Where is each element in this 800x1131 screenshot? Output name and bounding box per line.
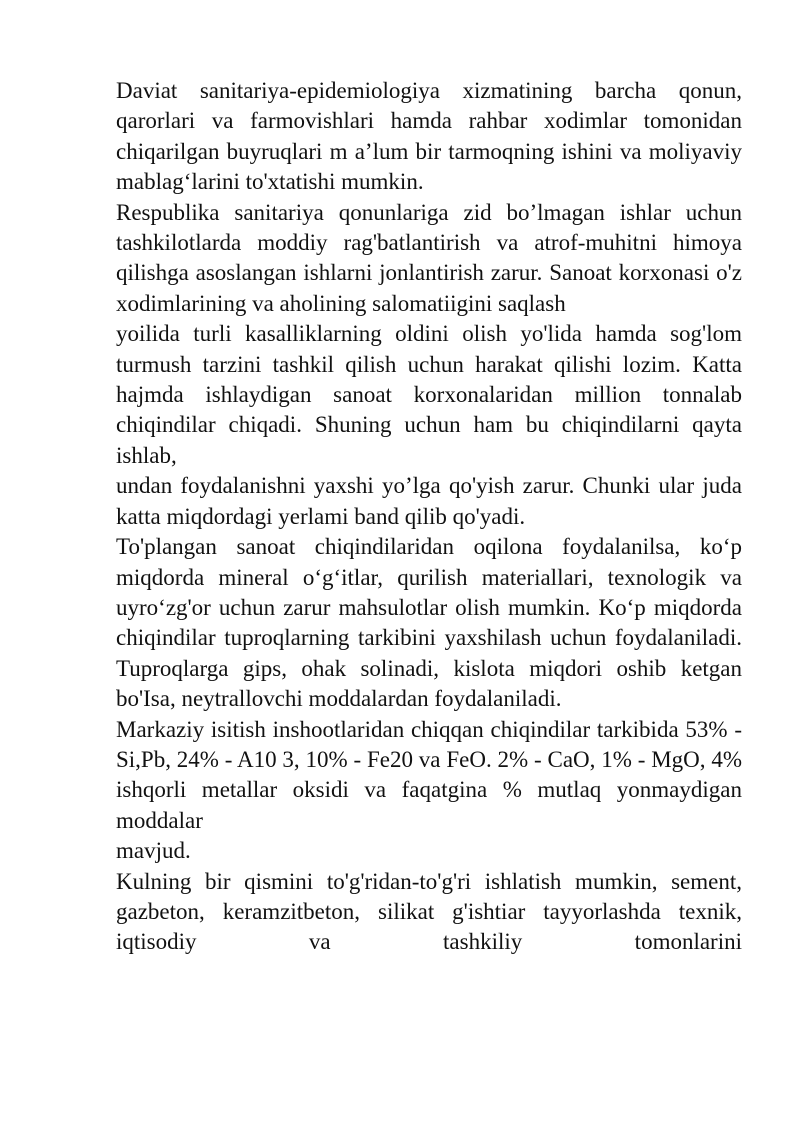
paragraph-1: Daviat sanitariya-epidemiologiya xizmatining barcha qonun, qarorlari va farmovishlari hamda rahbar xodimlar tomonidan chiqarilgan buyruqlari m a’lum bir tarmoqning ishini va moliyaviy mablag‘larini to'xtatishi mumkin. [116, 78, 742, 195]
document-page [116, 76, 742, 958]
paragraph-3: yoilida turli kasalliklarning oldini olish yo'lida hamda sog'lom turmush tarzini tashkil qilish uchun harakat qilishi lozim. Katta hajmda ishlaydigan sanoat korxonalaridan million tonnalab chiqindilar chiqadi. Shuning uchun ham bu chiqindilarni qayta ishlab, [116, 321, 742, 468]
paragraph-5: To'plangan sanoat chiqindilaridan oqilona foydalanilsa, ko‘p miqdorda mineral o‘g‘itlar, qurilish materiallari, texnologik va uyro‘zg'or uchun zarur mahsulotlar olish mumkin. Ko‘p miqdorda chiqindilar tuproqlarning tarkibini yaxshilash uchun foydalaniladi. Tuproqlarga gips, ohak solinadi, kislota miqdori oshib ketgan bo'Isa, neytrallovchi moddalardan foydalaniladi. [116, 534, 742, 712]
paragraph-7: mavjud. [116, 838, 191, 864]
paragraph-6: Markaziy isitish inshootlaridan chiqqan chiqindilar tarkibida 53% - Si,Pb, 24% - A10 3, 10% - Fe20 va FeO. 2% - CaO, 1% - MgO, 4% ishqorli metallar oksidi va faqatgina % mutlaq yonmaydigan moddalar [116, 716, 742, 833]
paragraph-4: undan foydalanishni yaxshi yo’lga qo'yish zarur. Chunki ular juda katta miqdordagi yerlami band qilib qo'yadi. [116, 473, 742, 529]
paragraph-8: Kulning bir qismini to'g'ridan-to'g'ri ishlatish mumkin, sement, gazbeton, keramzitbeton, silikat g'ishtiar tayyorlashda texnik, iqtisodiy va tashkiliy tomonlarini [116, 868, 742, 955]
paragraph-2: Respublika sanitariya qonunlariga zid bo’lmagan ishlar uchun tashkilotlarda moddiy rag'batlantirish va atrof-muhitni himoya qilishga asoslangan ishlarni jonlantirish zarur. Sanoat korxonasi o'z xodimlarining va aholining salomatiigini saqlash [116, 199, 742, 316]
